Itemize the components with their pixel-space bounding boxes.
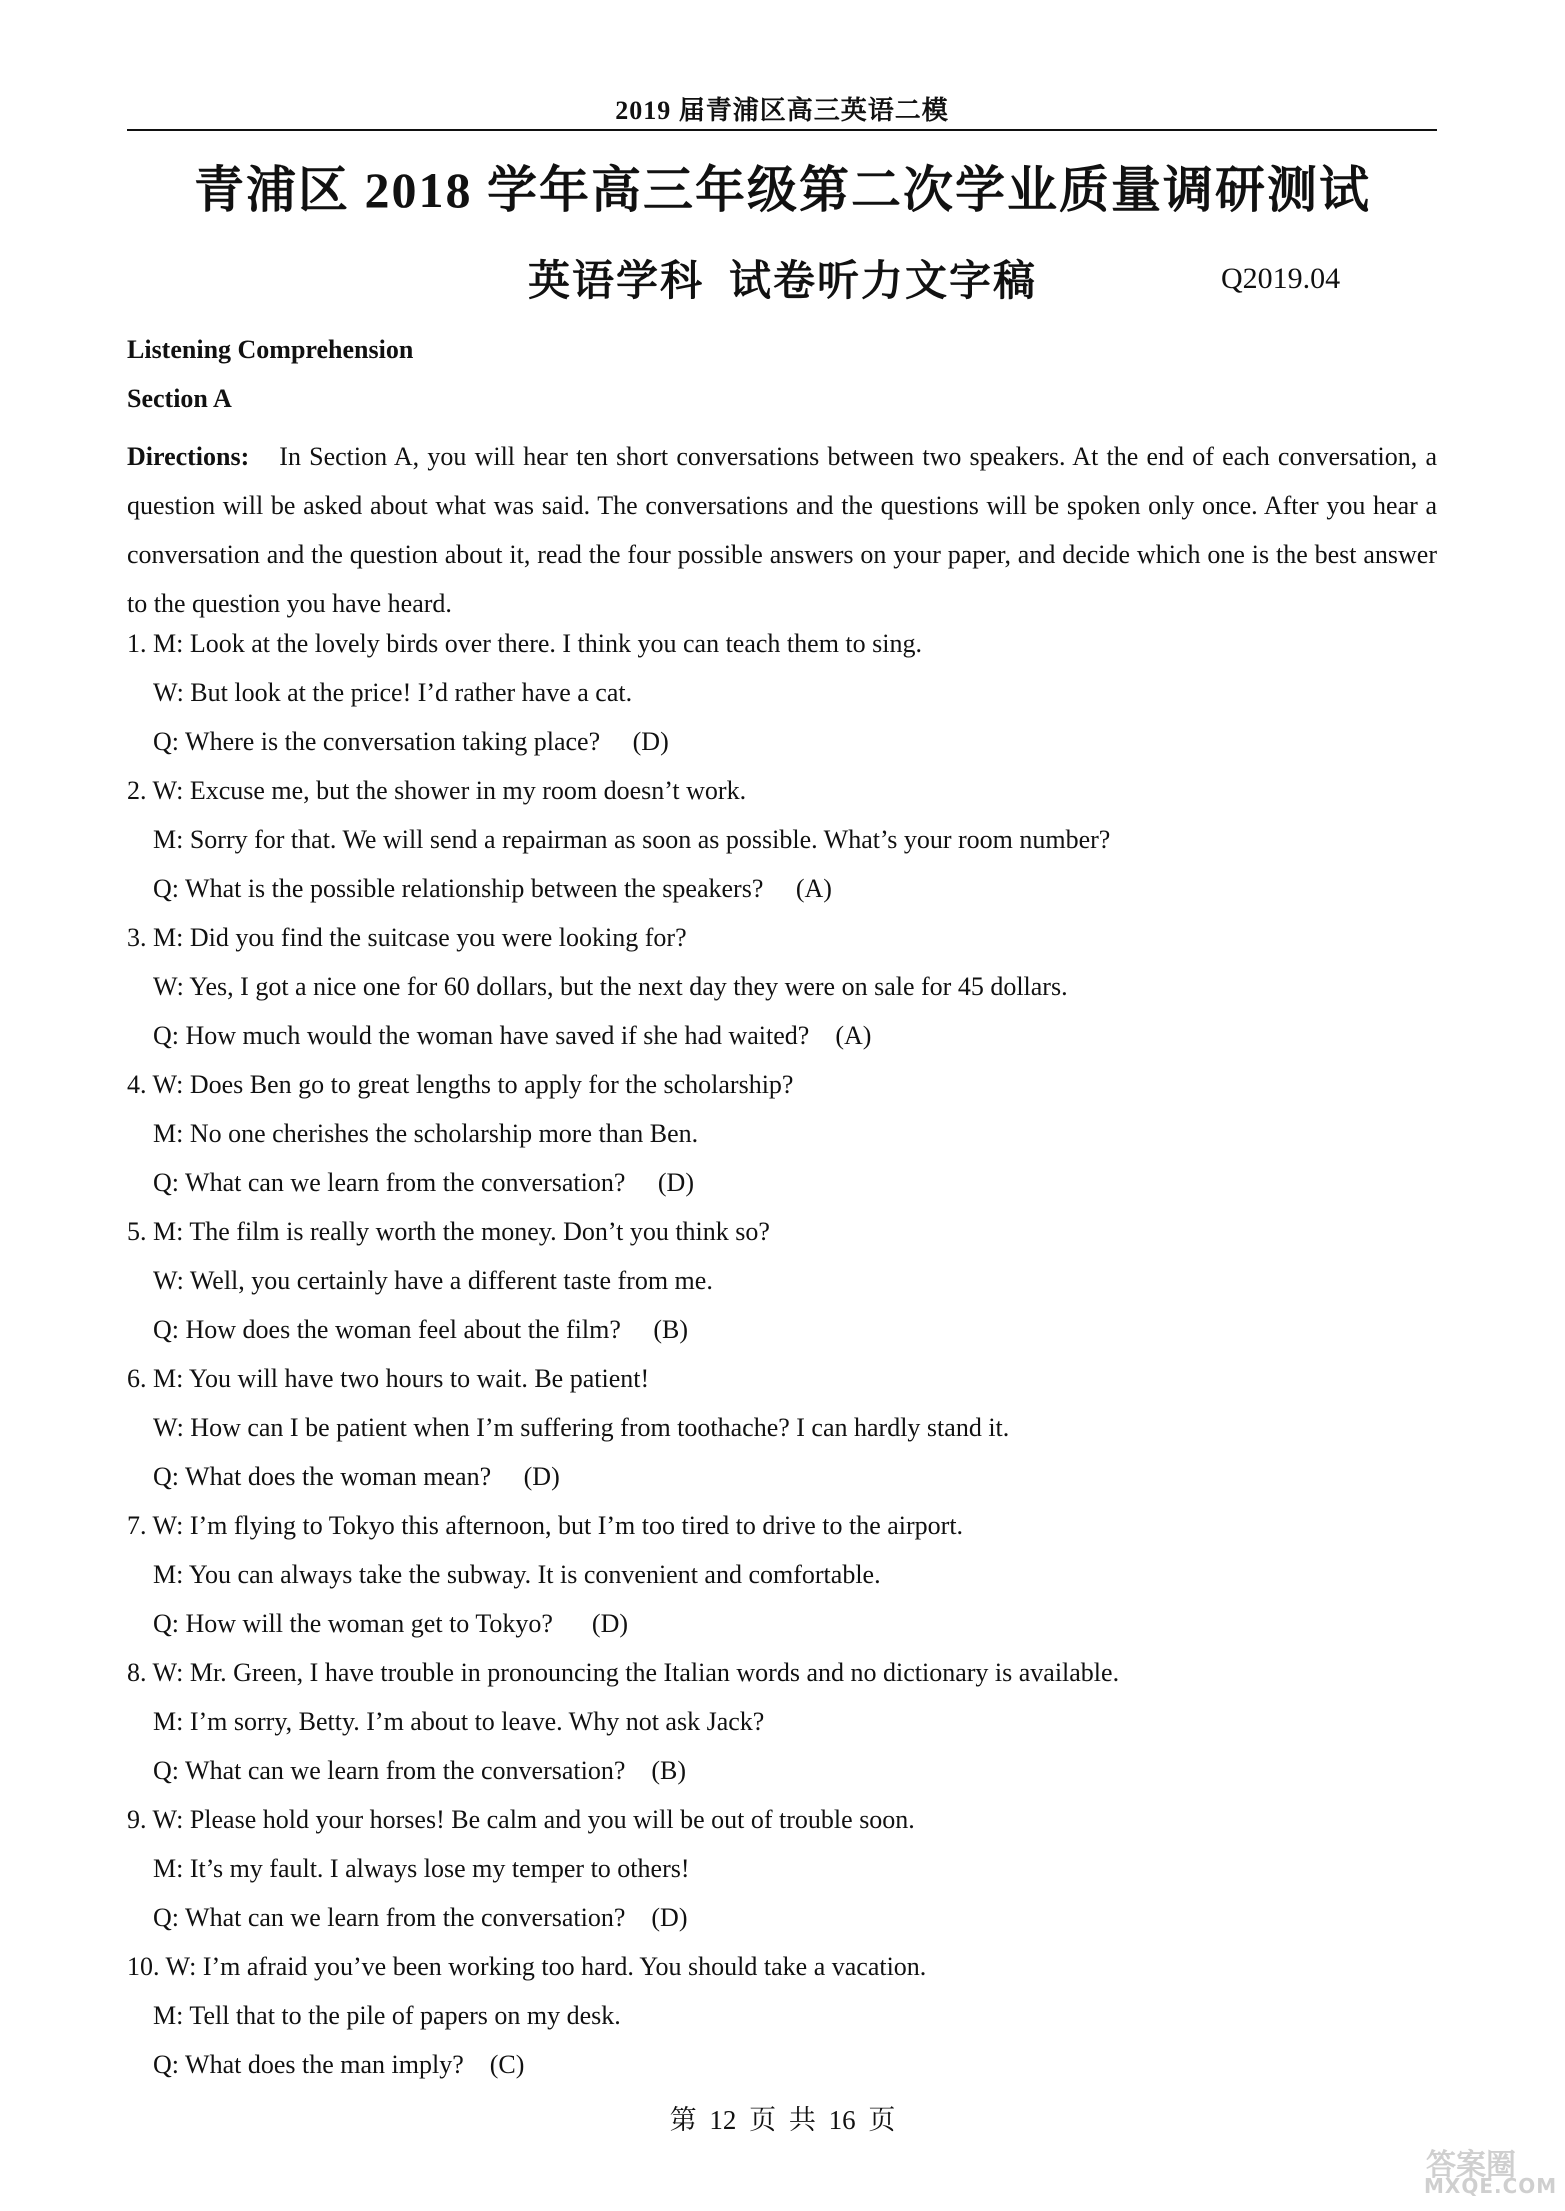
conv-line-1: W: Excuse me, but the shower in my room doesn’t work. [152, 776, 747, 805]
conversation-6-row-2 [153, 1413, 1009, 1443]
directions-paragraph [127, 432, 1437, 628]
conversation-8-row-1 [127, 1658, 1119, 1688]
conv-question: Q: What does the man imply? (C) [153, 2050, 525, 2079]
document-date: Q2019.04 [1221, 262, 1341, 295]
conversation-8-row-3 [153, 1756, 686, 1786]
conversation-5-row-3 [153, 1315, 688, 1345]
conv-number: 4. [127, 1070, 153, 1099]
conversation-3-row-3 [153, 1021, 871, 1051]
header-rule [127, 129, 1437, 131]
conv-number: 2. [127, 776, 153, 805]
conv-question: Q: What is the possible relationship between the speakers? (A) [153, 874, 832, 903]
document-title: 青浦区 2018 学年高三年级第二次学业质量调研测试 [194, 162, 1371, 218]
conv-line-2: M: I’m sorry, Betty. I’m about to leave. Why not ask Jack? [153, 1707, 765, 1736]
conversation-10-row-3 [153, 2050, 524, 2080]
conversation-1-row-1 [127, 629, 922, 659]
conv-line-1: M: The film is really worth the money. Don’t you think so? [153, 1217, 770, 1246]
conversation-3-row-1 [127, 923, 687, 953]
conversation-6-row-3 [153, 1462, 560, 1492]
conv-line-2: W: How can I be patient when I’m suffering from toothache? I can hardly stand it. [153, 1413, 1010, 1442]
conversation-4-row-2 [153, 1119, 698, 1149]
conversation-3-row-2 [153, 972, 1068, 1002]
conversation-1-row-3 [153, 727, 669, 757]
conversation-5-row-1 [127, 1217, 770, 1247]
conv-line-2: W: But look at the price! I’d rather have a cat. [153, 678, 633, 707]
conv-question: Q: What can we learn from the conversation? (D) [153, 1168, 694, 1197]
watermark-text: 答案圈 [1426, 2148, 1516, 2183]
conv-line-2: M: Tell that to the pile of papers on my desk. [153, 2001, 621, 2030]
conv-number: 6. [127, 1364, 153, 1393]
conversation-6-row-1 [127, 1364, 649, 1394]
watermark-url: MXQE.COM [1424, 2174, 1558, 2198]
conversation-2-row-3 [153, 874, 832, 904]
conv-number: 8. [127, 1658, 153, 1687]
conv-line-1: W: Does Ben go to great lengths to apply for the scholarship? [152, 1070, 794, 1099]
conversation-7-row-1 [127, 1511, 963, 1541]
conv-number: 1. [127, 629, 153, 658]
conv-line-1: W: I’m flying to Tokyo this afternoon, but I’m too tired to drive to the airport. [152, 1511, 964, 1540]
conv-question: Q: What can we learn from the conversation? (D) [153, 1903, 688, 1932]
conv-line-1: M: Did you find the suitcase you were looking for? [153, 923, 687, 952]
conv-question: Q: How much would the woman have saved if she had waited? (A) [153, 1021, 872, 1050]
conversation-4-row-1 [127, 1070, 793, 1100]
conversation-8-row-2 [153, 1707, 764, 1737]
conv-number: 7. [127, 1511, 153, 1540]
conv-line-2: M: Sorry for that. We will send a repairman as soon as possible. What’s your room number? [153, 825, 1111, 854]
conv-line-2: W: Yes, I got a nice one for 60 dollars, but the next day they were on sale for 45 dollars. [153, 972, 1068, 1001]
document-subtitle: 英语学科 试卷听力文字稿 [528, 259, 1038, 305]
running-header: 2019 届青浦区高三英语二模 [615, 96, 949, 125]
directions-text: In Section A, you will hear ten short conversations between two speakers. At the end of each conversation, a question will be asked about what was said. The conversations and the questions will be spoken only once. After you hear a conversation and the question about it, read the four possible answers on your paper, and decide which one is the best answer to the question you have heard. [127, 442, 1437, 618]
conv-question: Q: How does the woman feel about the film? (B) [153, 1315, 689, 1344]
conversation-9-row-2 [153, 1854, 690, 1884]
conversation-10-row-2 [153, 2001, 621, 2031]
conversation-9-row-3 [153, 1903, 687, 1933]
conversation-7-row-2 [153, 1560, 881, 1590]
section-title: Listening Comprehension [127, 335, 414, 364]
conv-question: Q: How will the woman get to Tokyo? (D) [153, 1609, 629, 1638]
conv-number: 3. [127, 923, 153, 952]
conversation-2-row-2 [153, 825, 1110, 855]
conv-line-2: W: Well, you certainly have a different taste from me. [153, 1266, 713, 1295]
conv-line-2: M: It’s my fault. I always lose my temper to others! [153, 1854, 690, 1883]
conversation-10-row-1 [127, 1952, 926, 1982]
watermark-logo [1418, 2140, 1558, 2200]
conversation-1-row-2 [153, 678, 632, 708]
conversation-2-row-1 [127, 776, 746, 806]
directions-label: Directions: [127, 442, 250, 471]
conv-number: 10. [127, 1952, 166, 1981]
conv-number: 9. [127, 1805, 153, 1834]
section-a-heading: Section A [127, 384, 232, 413]
conv-line-1: W: Please hold your horses! Be calm and you will be out of trouble soon. [152, 1805, 915, 1834]
conversation-9-row-1 [127, 1805, 915, 1835]
conv-line-1: M: You will have two hours to wait. Be patient! [153, 1364, 650, 1393]
conversation-7-row-3 [153, 1609, 628, 1639]
conversation-4-row-3 [153, 1168, 694, 1198]
conv-line-1: W: Mr. Green, I have trouble in pronouncing the Italian words and no dictionary is available. [152, 1658, 1120, 1687]
page-number-footer: 第 12 页 共 16 页 [669, 2105, 896, 2135]
conv-question: Q: What can we learn from the conversation? (B) [153, 1756, 687, 1785]
conv-line-2: M: No one cherishes the scholarship more than Ben. [153, 1119, 699, 1148]
conv-line-1: W: I’m afraid you’ve been working too hard. You should take a vacation. [165, 1952, 927, 1981]
conv-question: Q: Where is the conversation taking place? (D) [153, 727, 669, 756]
conv-question: Q: What does the woman mean? (D) [153, 1462, 560, 1491]
conv-line-1: M: Look at the lovely birds over there. I think you can teach them to sing. [153, 629, 922, 658]
conv-line-2: M: You can always take the subway. It is convenient and comfortable. [153, 1560, 881, 1589]
conversation-5-row-2 [153, 1266, 713, 1296]
conv-number: 5. [127, 1217, 153, 1246]
